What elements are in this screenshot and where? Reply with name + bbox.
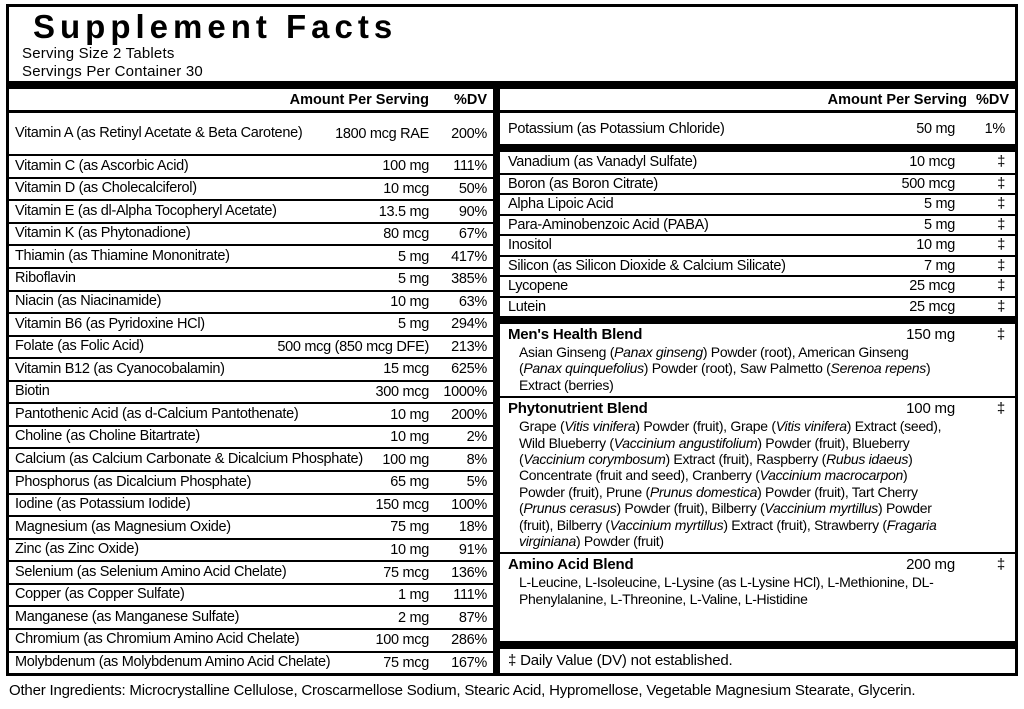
nutrient-row bbox=[9, 651, 493, 674]
blend-section bbox=[500, 324, 1015, 396]
nutrient-row bbox=[9, 447, 493, 470]
nutrient-name: Vitamin E (as dl-Alpha Tocopheryl Acetate) bbox=[15, 202, 277, 219]
nutrient-dv: ‡ bbox=[997, 196, 1005, 213]
nutrient-row bbox=[500, 275, 1015, 296]
nutrient-row bbox=[9, 380, 493, 403]
right-nutrient-table bbox=[500, 89, 1015, 673]
blend-name: Amino Acid Blend bbox=[508, 556, 634, 574]
nutrient-dv: 385% bbox=[451, 271, 487, 288]
nutrient-row bbox=[9, 493, 493, 516]
nutrient-name: Pantothenic Acid (as d-Calcium Pantothenate) bbox=[15, 405, 299, 422]
nutrient-row bbox=[9, 244, 493, 267]
left-nutrient-table bbox=[9, 89, 493, 673]
nutrient-name: Manganese (as Manganese Sulfate) bbox=[15, 608, 240, 625]
nutrient-name: Copper (as Copper Sulfate) bbox=[15, 586, 185, 603]
nutrient-dv: 5% bbox=[466, 474, 487, 491]
nutrient-amount: 80 mcg bbox=[383, 226, 429, 243]
nutrient-row bbox=[9, 177, 493, 200]
nutrient-row bbox=[9, 312, 493, 335]
nutrient-name: Zinc (as Zinc Oxide) bbox=[15, 541, 139, 558]
nutrient-row bbox=[9, 425, 493, 448]
nutrient-row bbox=[9, 402, 493, 425]
nutrient-amount: 5 mg bbox=[923, 196, 955, 213]
nutrient-row bbox=[9, 199, 493, 222]
nutrient-name: Inositol bbox=[508, 237, 552, 254]
nutrient-dv: 63% bbox=[458, 293, 487, 310]
nutrient-name: Chromium (as Chromium Amino Acid Chelate) bbox=[15, 631, 300, 648]
percent-dv-header: %DV bbox=[975, 91, 1009, 108]
nutrient-row bbox=[9, 628, 493, 651]
nutrient-dv: ‡ bbox=[997, 298, 1005, 315]
nutrient-row bbox=[9, 583, 493, 606]
nutrient-row bbox=[500, 152, 1015, 173]
nutrient-dv: 87% bbox=[458, 609, 487, 626]
nutrient-row bbox=[9, 267, 493, 290]
nutrient-amount: 25 mcg bbox=[909, 298, 955, 315]
nutrient-row bbox=[9, 290, 493, 313]
nutrient-dv: ‡ bbox=[997, 175, 1005, 192]
nutrient-row bbox=[9, 113, 493, 154]
blend-description: L-Leucine, L-Isoleucine, L-Lysine (as L-Lysine HCl), L-Methionine, DL-Phenylalanine, L-Threonine, L-Valine, L-Histidine bbox=[519, 574, 934, 607]
nutrient-dv: ‡ bbox=[997, 278, 1005, 295]
dv-footnote: ‡ Daily Value (DV) not established. bbox=[508, 652, 733, 669]
nutrient-row bbox=[500, 113, 1015, 144]
nutrient-row bbox=[500, 173, 1015, 194]
right-table-header bbox=[500, 89, 1015, 113]
nutrient-dv: 417% bbox=[451, 248, 487, 265]
nutrient-amount: 10 mg bbox=[390, 293, 429, 310]
column-divider-bar bbox=[493, 89, 500, 673]
nutrient-row bbox=[9, 515, 493, 538]
blend-name: Men's Health Blend bbox=[508, 326, 643, 343]
nutrient-dv: 200% bbox=[451, 406, 487, 423]
nutrient-dv: ‡ bbox=[997, 216, 1005, 233]
supplement-facts-panel bbox=[6, 4, 1018, 676]
nutrient-amount: 5 mg bbox=[923, 216, 955, 233]
nutrient-amount: 2 mg bbox=[397, 609, 429, 626]
nutrient-dv: 294% bbox=[451, 316, 487, 333]
nutrient-amount: 150 mcg bbox=[375, 496, 429, 513]
serving-size-text: Serving Size 2 Tablets bbox=[22, 45, 175, 62]
thick-divider-bar bbox=[9, 81, 1015, 89]
footnote-section bbox=[500, 641, 1015, 673]
nutrient-amount: 75 mcg bbox=[383, 564, 429, 581]
nutrient-name: Silicon (as Silicon Dioxide & Calcium Silicate) bbox=[508, 257, 786, 274]
nutrient-amount: 100 mg bbox=[382, 158, 429, 175]
nutrient-row bbox=[9, 357, 493, 380]
nutrient-amount: 10 mcg bbox=[909, 154, 955, 171]
nutrient-name: Vitamin D (as Cholecalciferol) bbox=[15, 180, 197, 197]
nutrient-dv: 1000% bbox=[443, 384, 487, 401]
nutrient-amount: 1800 mcg RAE bbox=[335, 125, 429, 142]
nutrient-name: Potassium (as Potassium Chloride) bbox=[508, 120, 725, 137]
nutrient-amount: 10 mg bbox=[390, 406, 429, 423]
nutrient-name: Iodine (as Potassium Iodide) bbox=[15, 496, 191, 513]
blend-name: Phytonutrient Blend bbox=[508, 400, 648, 418]
nutrient-name: Vitamin B6 (as Pyridoxine HCl) bbox=[15, 315, 205, 332]
thick-divider-bar bbox=[500, 144, 1015, 152]
nutrient-row bbox=[9, 154, 493, 177]
nutrient-amount: 10 mg bbox=[390, 429, 429, 446]
nutrient-row bbox=[9, 560, 493, 583]
blend-section bbox=[500, 552, 1015, 610]
nutrient-dv: 100% bbox=[451, 496, 487, 513]
nutrient-name: Alpha Lipoic Acid bbox=[508, 196, 614, 213]
nutrient-name: Selenium (as Selenium Amino Acid Chelate) bbox=[15, 563, 287, 580]
nutrient-dv: 1% bbox=[984, 120, 1005, 137]
blend-dv: ‡ bbox=[996, 400, 1005, 418]
nutrient-name: Vitamin B12 (as Cyanocobalamin) bbox=[15, 360, 225, 377]
nutrient-amount: 500 mcg (850 mcg DFE) bbox=[277, 338, 429, 355]
blend-section bbox=[500, 396, 1015, 552]
nutrient-amount: 10 mg bbox=[390, 541, 429, 558]
left-table-rows bbox=[9, 113, 493, 673]
other-ingredients-text: Other Ingredients: Microcrystalline Cellulose, Croscarmellose Sodium, Stearic Acid, Hypromellose, Vegetable Magnesium Stearate, Glycerin. bbox=[9, 682, 916, 699]
nutrient-dv: ‡ bbox=[997, 154, 1005, 171]
nutrient-row bbox=[9, 335, 493, 358]
blend-dv: ‡ bbox=[996, 326, 1005, 343]
blend-amount: 100 mg bbox=[906, 400, 955, 418]
nutrient-amount: 25 mcg bbox=[909, 278, 955, 295]
blend-amount: 150 mg bbox=[906, 326, 955, 343]
nutrient-dv: 111% bbox=[453, 158, 487, 175]
nutrient-amount: 5 mg bbox=[397, 248, 429, 265]
blend-dv: ‡ bbox=[996, 556, 1005, 574]
nutrient-name: Choline (as Choline Bitartrate) bbox=[15, 428, 200, 445]
nutrient-amount: 7 mg bbox=[923, 257, 955, 274]
nutrient-row bbox=[9, 470, 493, 493]
nutrient-amount: 50 mg bbox=[916, 120, 955, 137]
nutrient-amount: 15 mcg bbox=[383, 361, 429, 378]
nutrient-dv: 18% bbox=[458, 519, 487, 536]
nutrient-amount: 100 mg bbox=[382, 451, 429, 468]
nutrient-name: Folate (as Folic Acid) bbox=[15, 338, 144, 355]
nutrient-name: Boron (as Boron Citrate) bbox=[508, 175, 658, 192]
blend-header-row bbox=[500, 554, 1015, 574]
amount-per-serving-header: Amount Per Serving bbox=[827, 91, 967, 108]
nutrient-amount: 75 mg bbox=[390, 519, 429, 536]
nutrient-row bbox=[9, 605, 493, 628]
nutrient-row bbox=[500, 214, 1015, 235]
nutrient-amount: 65 mg bbox=[390, 474, 429, 491]
nutrient-dv: 90% bbox=[458, 203, 487, 220]
nutrient-dv: 111% bbox=[453, 587, 487, 604]
thick-divider-bar bbox=[500, 641, 1015, 649]
nutrient-name: Vitamin A (as Retinyl Acetate & Beta Carotene) bbox=[15, 124, 303, 141]
nutrient-name: Magnesium (as Magnesium Oxide) bbox=[15, 518, 231, 535]
nutrient-row bbox=[500, 296, 1015, 317]
servings-per-container-text: Servings Per Container 30 bbox=[22, 63, 203, 80]
nutrient-dv: 625% bbox=[451, 361, 487, 378]
nutrient-dv: 67% bbox=[458, 226, 487, 243]
nutrient-name: Phosphorus (as Dicalcium Phosphate) bbox=[15, 473, 252, 490]
nutrient-amount: 13.5 mg bbox=[378, 203, 429, 220]
percent-dv-header: %DV bbox=[453, 91, 487, 108]
blend-description: Asian Ginseng (Panax ginseng) Powder (root), American Ginseng (Panax quinquefolius) Powder (root), Saw Palmetto (Serenoa repens) Extract (berries) bbox=[519, 344, 931, 393]
nutrient-dv: 167% bbox=[451, 654, 487, 671]
nutrient-dv: 136% bbox=[451, 564, 487, 581]
nutrient-dv: ‡ bbox=[997, 237, 1005, 254]
nutrient-dv: 286% bbox=[451, 632, 487, 649]
nutrient-dv: 8% bbox=[466, 451, 487, 468]
nutrient-dv: 91% bbox=[458, 541, 487, 558]
nutrient-amount: 5 mg bbox=[397, 316, 429, 333]
nutrient-amount: 5 mg bbox=[397, 271, 429, 288]
amount-per-serving-header: Amount Per Serving bbox=[289, 91, 429, 108]
nutrient-name: Calcium (as Calcium Carbonate & Dicalcium Phosphate) bbox=[15, 450, 363, 467]
blend-header-row bbox=[500, 324, 1015, 344]
potassium-row-slot bbox=[500, 113, 1015, 144]
panel-title: Supplement Facts bbox=[33, 8, 398, 45]
nutrient-name: Para-Aminobenzoic Acid (PABA) bbox=[508, 216, 709, 233]
blend-sections bbox=[500, 324, 1015, 610]
nutrient-amount: 300 mcg bbox=[375, 384, 429, 401]
blend-amount: 200 mg bbox=[906, 556, 955, 574]
nutrient-name: Lycopene bbox=[508, 278, 568, 295]
nutrient-name: Thiamin (as Thiamine Mononitrate) bbox=[15, 247, 230, 264]
nutrient-amount: 75 mcg bbox=[383, 654, 429, 671]
nutrient-dv: 213% bbox=[451, 338, 487, 355]
nutrient-name: Biotin bbox=[15, 383, 50, 400]
nutrient-row bbox=[500, 234, 1015, 255]
nutrient-name: Lutein bbox=[508, 298, 546, 315]
blend-header-row bbox=[500, 398, 1015, 418]
nutrient-amount: 10 mcg bbox=[383, 180, 429, 197]
nutrient-name: Riboflavin bbox=[15, 270, 76, 287]
blend-description: Grape (Vitis vinifera) Powder (fruit), Grape (Vitis vinifera) Extract (seed), Wild Blueberry (Vaccinium angustifolium) Powder (fruit), Blueberry (Vaccinium corymbosum) Extract (fruit), Raspberry (Rubus idaeus) Concentrate (fruit and seed), Cranberry (Vaccinium macrocarpon) Powder (fruit), Prune (Prunus domestica) Powder (fruit), Tart Cherry (Prunus cerasus) Powder (fruit), Bilberry (Vaccinium myrtillus) Powder (fruit), Bilberry (Vaccinium myrtillus) Extract (fruit), Strawberry (Fragaria virginiana) Powder (fruit) bbox=[519, 418, 942, 550]
nutrient-row bbox=[9, 538, 493, 561]
nutrient-name: Vitamin C (as Ascorbic Acid) bbox=[15, 157, 189, 174]
facts-columns bbox=[9, 89, 1015, 673]
panel-header bbox=[9, 7, 1015, 81]
nutrient-amount: 1 mg bbox=[397, 587, 429, 604]
nutrient-amount: 10 mg bbox=[916, 237, 955, 254]
nutrient-dv: ‡ bbox=[997, 257, 1005, 274]
nutrient-row bbox=[500, 255, 1015, 276]
thick-divider-bar bbox=[500, 316, 1015, 324]
right-table-rows bbox=[500, 152, 1015, 316]
nutrient-row bbox=[9, 222, 493, 245]
left-table-header bbox=[9, 89, 493, 113]
nutrient-amount: 500 mcg bbox=[901, 175, 955, 192]
nutrient-name: Vitamin K (as Phytonadione) bbox=[15, 225, 191, 242]
nutrient-name: Molybdenum (as Molybdenum Amino Acid Chelate) bbox=[15, 654, 331, 671]
nutrient-name: Niacin (as Niacinamide) bbox=[15, 293, 162, 310]
nutrient-dv: 50% bbox=[458, 180, 487, 197]
nutrient-amount: 100 mcg bbox=[375, 632, 429, 649]
nutrient-dv: 2% bbox=[466, 429, 487, 446]
nutrient-dv: 200% bbox=[451, 125, 487, 142]
nutrient-name: Vanadium (as Vanadyl Sulfate) bbox=[508, 154, 698, 171]
nutrient-row bbox=[500, 193, 1015, 214]
